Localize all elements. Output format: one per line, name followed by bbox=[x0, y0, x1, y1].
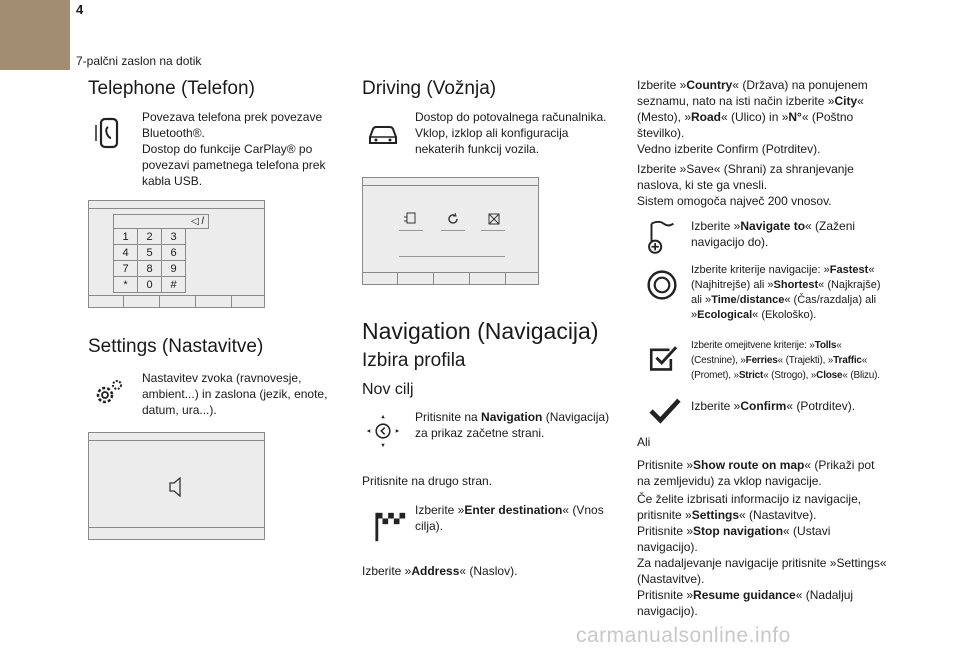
crit-j: distance bbox=[739, 294, 785, 306]
r1j: N° bbox=[788, 110, 802, 124]
trip-icon bbox=[403, 212, 417, 226]
lim-e: Ferries bbox=[745, 355, 778, 366]
key-6[interactable]: 6 bbox=[162, 245, 186, 261]
lim-l: Close bbox=[816, 370, 843, 381]
telephone-title: Telephone (Telefon) bbox=[88, 78, 255, 99]
crit-e: Shortest bbox=[773, 279, 819, 291]
driving-screen bbox=[362, 177, 539, 285]
key-2[interactable]: 2 bbox=[138, 229, 162, 245]
key-0[interactable]: 0 bbox=[138, 277, 162, 293]
nav-to-a: Izberite » bbox=[691, 219, 741, 233]
del-h: navigacijo). bbox=[637, 540, 698, 554]
sr-a: Pritisnite » bbox=[637, 458, 694, 472]
dest-text-d: cilja). bbox=[415, 519, 444, 533]
key-star[interactable]: * bbox=[114, 277, 138, 293]
screen-bottom-bar bbox=[89, 295, 264, 307]
r1d: seznamu, nato na isti način izberite » bbox=[637, 94, 835, 108]
r1b: Country bbox=[686, 78, 733, 92]
address-text-c: « (Naslov). bbox=[459, 564, 518, 578]
r1g: (Mesto), » bbox=[637, 110, 692, 124]
target-circle-icon bbox=[645, 268, 679, 302]
screen-topbar bbox=[89, 208, 264, 209]
r2b: naslova, ki ste ga vnesli. bbox=[637, 178, 768, 192]
phone-icon bbox=[92, 116, 126, 150]
refresh-icon bbox=[446, 212, 460, 226]
nav-text-c: (Navigacija) bbox=[542, 410, 610, 424]
conf-a: Izberite » bbox=[691, 399, 741, 413]
del-f: Stop navigation bbox=[693, 524, 784, 538]
r1l: številko). bbox=[637, 126, 685, 140]
del-e: Pritisnite » bbox=[637, 524, 694, 538]
speaker-icon bbox=[167, 477, 185, 497]
dest-text-c: « (Vnos bbox=[562, 503, 604, 517]
dest-text-a: Izberite » bbox=[415, 503, 465, 517]
key-1[interactable]: 1 bbox=[114, 229, 138, 245]
press-page-text: Pritisnite na drugo stran. bbox=[362, 474, 493, 488]
settings-text-1: Nastavitev zvoka (ravnovesje, bbox=[142, 371, 302, 385]
key-5[interactable]: 5 bbox=[138, 245, 162, 261]
navigate-flag-icon bbox=[643, 220, 677, 254]
nav-text-a: Pritisnite na bbox=[415, 410, 482, 424]
del-n: navigacijo). bbox=[637, 604, 698, 618]
lim-h: « bbox=[861, 355, 868, 366]
lim-j: Strict bbox=[738, 370, 764, 381]
nav-text-b: Navigation bbox=[481, 410, 543, 424]
keypad-display: ◁ 𝑙 bbox=[113, 214, 209, 229]
crit-m: Ecological bbox=[697, 309, 753, 321]
del-b: pritisnite » bbox=[637, 508, 692, 522]
telephone-screen bbox=[88, 200, 265, 308]
dest-text-b: Enter destination bbox=[464, 503, 563, 517]
telephone-text-4: povezavi pametnega telefona prek bbox=[142, 158, 326, 172]
crit-c: « bbox=[868, 264, 875, 276]
lim-d: (Cestnine), » bbox=[691, 355, 746, 366]
nav-to-d: navigacijo do). bbox=[691, 235, 769, 249]
lim-m: « (Blizu). bbox=[842, 370, 880, 381]
or-text: Ali bbox=[637, 435, 651, 449]
nav-to-b: Navigate to bbox=[740, 219, 806, 233]
address-text-b: Address bbox=[411, 564, 460, 578]
telephone-text-1: Povezava telefona prek povezave bbox=[142, 110, 323, 124]
lim-f: « (Trajekti), » bbox=[777, 355, 834, 366]
r1f: « bbox=[857, 94, 864, 108]
settings-box-icon bbox=[487, 212, 501, 226]
r1a: Izberite » bbox=[637, 78, 687, 92]
crit-b: Fastest bbox=[829, 264, 869, 276]
del-j: (Nastavitve). bbox=[637, 572, 705, 586]
lim-b: Tolls bbox=[814, 340, 837, 351]
telephone-text-3: Dostop do funkcije CarPlay® po bbox=[142, 142, 313, 156]
settings-title: Settings (Nastavitve) bbox=[88, 336, 264, 357]
keypad bbox=[113, 228, 186, 293]
r1e: City bbox=[834, 94, 858, 108]
settings-screen bbox=[88, 432, 265, 540]
chapter-tab bbox=[0, 0, 70, 70]
navigation-target-icon bbox=[366, 414, 400, 448]
del-a: Če želite izbrisati informacijo iz navigacije, bbox=[637, 492, 862, 506]
telephone-text-2: Bluetooth®. bbox=[142, 126, 205, 140]
r1i: « (Ulico) in » bbox=[721, 110, 789, 124]
r2c: Sistem omogoča največ 200 vnosov. bbox=[637, 194, 832, 208]
del-d: « (Nastavitve). bbox=[739, 508, 817, 522]
crit-g: ali » bbox=[691, 294, 712, 306]
gear-icon bbox=[92, 376, 126, 410]
lim-g: Traffic bbox=[833, 355, 862, 366]
del-l: Resume guidance bbox=[693, 588, 796, 602]
sr-b: Show route on map bbox=[693, 458, 805, 472]
r1m: Vedno izberite Confirm (Potrditev). bbox=[637, 142, 821, 156]
key-4[interactable]: 4 bbox=[114, 245, 138, 261]
lim-k: « (Strogo), » bbox=[763, 370, 817, 381]
r1c: « (Država) na ponujenem bbox=[732, 78, 868, 92]
crit-l: » bbox=[691, 309, 698, 321]
driving-text-2: Vklop, izklop ali konfiguracija bbox=[415, 126, 569, 140]
page-number: 4 bbox=[76, 2, 84, 17]
r1k: « (Poštno bbox=[801, 110, 854, 124]
del-c: Settings bbox=[691, 508, 740, 522]
navigation-subtitle: Izbira profila bbox=[362, 350, 466, 371]
crit-f: « (Najkrajše) bbox=[818, 279, 881, 291]
watermark: carmanualsonline.info bbox=[576, 624, 791, 647]
settings-text-2: ambient...) in zaslona (jezik, enote, bbox=[142, 387, 328, 401]
nav-text-d: za prikaz začetne strani. bbox=[415, 426, 545, 440]
del-m: « (Nadaljuj bbox=[795, 588, 854, 602]
key-8[interactable]: 8 bbox=[138, 261, 162, 277]
crit-i: / bbox=[736, 294, 740, 306]
navigation-subsubtitle: Nov cilj bbox=[362, 381, 414, 398]
key-7[interactable]: 7 bbox=[114, 261, 138, 277]
crit-d: (Najhitrejše) ali » bbox=[691, 279, 774, 291]
page-header: 7-palčni zaslon na dotik bbox=[76, 54, 202, 68]
key-hash[interactable]: # bbox=[162, 277, 186, 293]
sr-c: « (Prikaži pot bbox=[804, 458, 875, 472]
nav-to-c: « (Zaženi bbox=[805, 219, 856, 233]
r2a: Izberite »Save« (Shrani) za shranjevanje bbox=[637, 162, 854, 176]
crit-k: « (Čas/razdalja) ali bbox=[784, 294, 877, 306]
crit-h: Time bbox=[711, 294, 737, 306]
telephone-text-5: kabla USB. bbox=[142, 174, 203, 188]
conf-c: « (Potrditev). bbox=[786, 399, 856, 413]
driving-title: Driving (Vožnja) bbox=[362, 78, 497, 99]
lim-i: (Promet), » bbox=[691, 370, 739, 381]
lim-c: « bbox=[836, 340, 842, 351]
address-text-a: Izberite » bbox=[362, 564, 412, 578]
car-icon bbox=[366, 117, 400, 151]
navigation-title: Navigation (Navigacija) bbox=[362, 318, 599, 344]
lim-a: Izberite omejitvene kriterije: » bbox=[691, 340, 815, 351]
del-i: Za nadaljevanje navigacije pritisnite »Settings« bbox=[637, 556, 887, 570]
key-9[interactable]: 9 bbox=[162, 261, 186, 277]
crit-a: Izberite kriterije navigacije: » bbox=[691, 264, 830, 276]
sr-d: na zemljevidu) za vklop navigacije. bbox=[637, 474, 822, 488]
r1h: Road bbox=[691, 110, 722, 124]
key-3[interactable]: 3 bbox=[162, 229, 186, 245]
crit-n: « (Ekološko). bbox=[752, 309, 817, 321]
conf-b: Confirm bbox=[740, 399, 787, 413]
del-k: Pritisnite » bbox=[637, 588, 694, 602]
checkbox-check-icon bbox=[646, 342, 680, 376]
driving-text-1: Dostop do potovalnega računalnika. bbox=[415, 110, 607, 124]
checkered-flag-icon bbox=[374, 510, 408, 544]
driving-text-3: nekaterih funkcij vozila. bbox=[415, 142, 540, 156]
checkmark-icon bbox=[648, 394, 682, 428]
settings-text-3: datum, ura...). bbox=[142, 403, 217, 417]
del-g: « (Ustavi bbox=[783, 524, 831, 538]
